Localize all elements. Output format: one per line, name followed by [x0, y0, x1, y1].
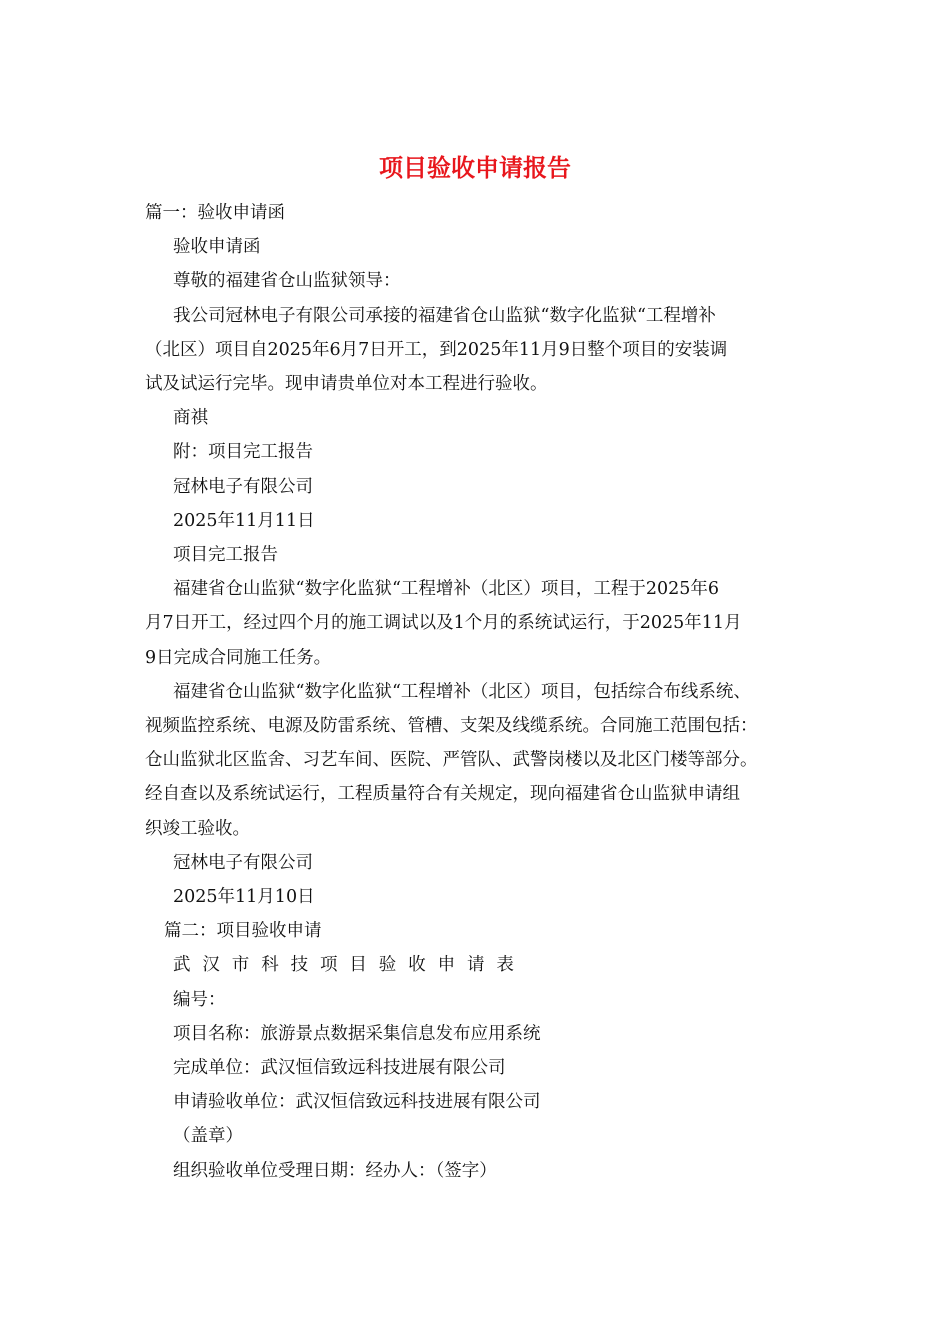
- form-field-applicant-unit: 申请验收单位：武汉恒信致远科技进展有限公司: [173, 1092, 541, 1113]
- company-signature: 冠林电子有限公司: [173, 852, 313, 873]
- paragraph-line: 仓山监狱北区监舍、习艺车间、医院、严管队、武警岗楼以及北区门楼等部分。: [145, 750, 758, 771]
- paragraph-line: 9日完成合同施工任务。: [145, 647, 332, 668]
- paragraph-line: 我公司冠林电子有限公司承接的福建省仓山监狱“数字化监狱“工程增补: [173, 305, 716, 326]
- document-body: [145, 196, 825, 1188]
- paragraph-line: 视频监控系统、电源及防雷系统、管槽、支架及线缆系统。合同施工范围包括：: [145, 716, 758, 737]
- closing: 商祺: [173, 408, 208, 429]
- paragraph-line: 试及试运行完毕。现申请贵单位对本工程进行验收。: [145, 374, 548, 395]
- letter-heading: 验收申请函: [173, 237, 261, 258]
- date-line: 2025年11月11日: [173, 510, 315, 531]
- salutation: 尊敬的福建省仓山监狱领导：: [173, 271, 401, 292]
- date-line: 2025年11月10日: [173, 887, 315, 908]
- form-field-acceptance-date: 组织验收单位受理日期：经办人：（签字）: [173, 1160, 497, 1181]
- paragraph-line: 福建省仓山监狱“数字化监狱“工程增补（北区）项目，工程于2025年6: [173, 579, 720, 600]
- paragraph-line: 织竣工验收。: [145, 818, 250, 839]
- company-signature: 冠林电子有限公司: [173, 476, 313, 497]
- form-field-number: 编号：: [173, 989, 226, 1010]
- form-field-project-name: 项目名称：旅游景点数据采集信息发布应用系统: [173, 1023, 541, 1044]
- section-heading-1: 篇一：验收申请函: [145, 203, 285, 223]
- report-heading: 项目完工报告: [173, 545, 278, 566]
- paragraph-line: （北区）项目自2025年6月7日开工，到2025年11月9日整个项目的安装调: [145, 339, 728, 360]
- form-title: 武汉市科技项目验收申请表: [173, 955, 526, 976]
- document-title: 项目验收申请报告: [379, 154, 571, 182]
- section-heading-2: 篇二：项目验收申请: [164, 921, 322, 942]
- paragraph-line: 福建省仓山监狱“数字化监狱“工程增补（北区）项目，包括综合布线系统、: [173, 681, 751, 702]
- seal-note: （盖章）: [173, 1126, 243, 1147]
- attachment-note: 附：项目完工报告: [173, 442, 313, 463]
- paragraph-line: 月7日开工，经过四个月的施工调试以及1个月的系统试运行，于2025年11月: [145, 613, 742, 634]
- paragraph-line: 经自查以及系统试运行，工程质量符合有关规定，现向福建省仓山监狱申请组: [145, 784, 740, 805]
- form-field-completing-unit: 完成单位：武汉恒信致远科技进展有限公司: [173, 1058, 506, 1079]
